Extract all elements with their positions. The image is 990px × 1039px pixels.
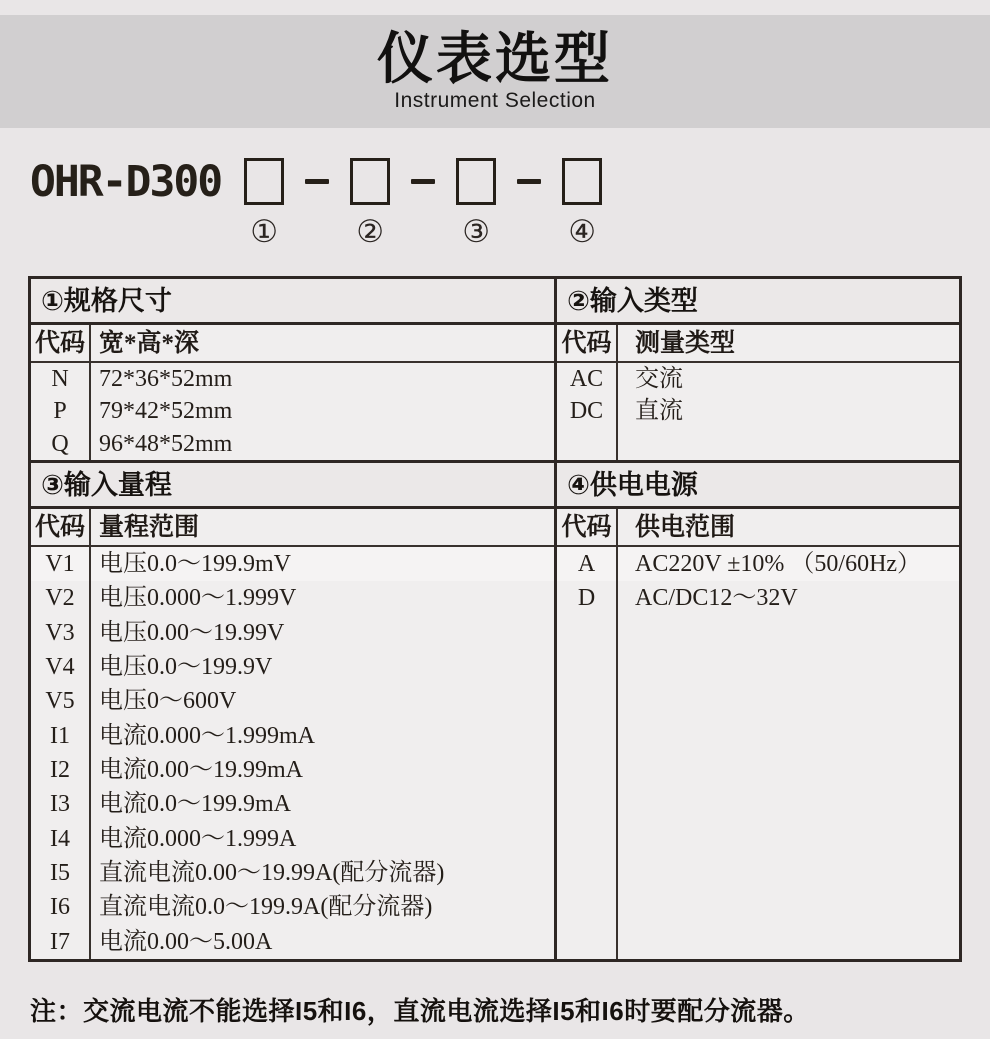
- model-slot-1: [244, 158, 284, 248]
- row-code: I1: [50, 722, 70, 749]
- model-slot-3: [456, 158, 496, 248]
- section-input-type-data: [557, 363, 959, 463]
- model-code-line: [30, 158, 602, 248]
- selection-table: [28, 276, 962, 962]
- row-desc: 96*48*52mm: [99, 430, 233, 457]
- row-desc: AC220V ±10% （50/60Hz）: [635, 551, 922, 577]
- model-slot-2: [350, 158, 390, 248]
- row-code: V5: [45, 688, 75, 715]
- row-code: Q: [51, 430, 69, 457]
- code-column: [557, 363, 618, 460]
- model-slot-number-1: ①: [250, 214, 278, 250]
- row-desc: 电压0～600V: [99, 688, 237, 715]
- row-code: D: [577, 585, 596, 612]
- desc-column: [91, 363, 554, 460]
- section-power-data: [557, 547, 959, 959]
- row-desc: 交流: [635, 366, 683, 392]
- code-column: [557, 547, 618, 959]
- footnote: 注：交流电流不能选择I5和I6，直流电流选择I5和I6时要配分流器。: [30, 996, 810, 1026]
- row-code: I2: [50, 756, 70, 783]
- row-code: V1: [45, 551, 75, 577]
- row-code: I7: [50, 928, 70, 955]
- model-slot-number-3: ③: [462, 214, 490, 250]
- column-header-row: [557, 509, 959, 547]
- page-title: 仪表选型: [377, 26, 613, 90]
- row-desc: 79*42*52mm: [99, 398, 233, 425]
- column-header-desc: 测量类型: [635, 330, 736, 357]
- row-code: I5: [50, 859, 70, 886]
- section-title-power: ④供电电源: [557, 463, 959, 509]
- row-desc: 电流0.000～1.999A: [99, 825, 297, 852]
- row-code: DC: [569, 398, 604, 425]
- code-column: [31, 547, 91, 959]
- column-header-desc: 供电范围: [635, 514, 736, 541]
- row-desc: 电流0.00～19.99mA: [99, 756, 303, 783]
- model-slot-box-1: [244, 158, 284, 205]
- desc-column: [91, 547, 554, 959]
- page-subtitle: Instrument Selection: [394, 89, 596, 113]
- model-slot-number-2: ②: [356, 214, 384, 250]
- column-header-code: 代码: [31, 325, 91, 361]
- model-slot-box-2: [350, 158, 390, 205]
- row-desc: 直流电流0.00～19.99A(配分流器): [99, 859, 445, 886]
- table-left-half: [31, 279, 554, 959]
- row-code: N: [51, 366, 69, 392]
- row-desc: 电压0.0～199.9V: [99, 653, 273, 680]
- row-desc: 电压0.000～1.999V: [99, 585, 297, 612]
- row-code: V2: [45, 585, 75, 612]
- dash-separator-2: [411, 179, 435, 184]
- model-slot-box-4: [562, 158, 602, 205]
- section-size-data: [31, 363, 554, 463]
- table-right-half: [554, 279, 959, 959]
- row-code: V3: [45, 619, 75, 646]
- row-desc: AC/DC12～32V: [635, 585, 798, 612]
- dash-separator-1: [305, 179, 329, 184]
- column-header-code: 代码: [557, 325, 618, 361]
- desc-column: [618, 363, 959, 460]
- row-desc: 电压0.00～19.99V: [99, 619, 285, 646]
- model-slot-4: [562, 158, 602, 248]
- row-code: A: [577, 551, 596, 577]
- row-code: I6: [50, 894, 70, 921]
- section-title-input-type: ②输入类型: [557, 279, 959, 325]
- column-header-desc: 量程范围: [99, 514, 200, 541]
- page-banner: [0, 15, 990, 128]
- row-code: P: [53, 398, 67, 425]
- row-desc: 直流电流0.0～199.9A(配分流器): [99, 894, 433, 921]
- desc-column: [618, 547, 959, 959]
- row-code: V4: [45, 653, 75, 680]
- row-desc: 电流0.000～1.999mA: [99, 722, 315, 749]
- row-desc: 电流0.0～199.9mA: [99, 791, 291, 818]
- column-header-code: 代码: [31, 509, 91, 545]
- row-code: I3: [50, 791, 70, 818]
- column-header-row: [557, 325, 959, 363]
- column-header-desc: 宽*高*深: [99, 330, 200, 357]
- section-range-data: [31, 547, 554, 959]
- model-prefix: OHR-D300: [30, 157, 222, 207]
- model-slot-number-4: ④: [568, 214, 596, 250]
- row-desc: 电流0.00～5.00A: [99, 928, 273, 955]
- model-slot-box-3: [456, 158, 496, 205]
- column-header-row: [31, 325, 554, 363]
- code-column: [31, 363, 91, 460]
- dash-separator-3: [517, 179, 541, 184]
- section-title-range: ③输入量程: [31, 463, 554, 509]
- row-desc: 72*36*52mm: [99, 366, 233, 392]
- section-title-size: ①规格尺寸: [31, 279, 554, 325]
- row-desc: 电压0.0～199.9mV: [99, 551, 291, 577]
- row-code: AC: [569, 366, 604, 392]
- row-desc: 直流: [635, 398, 683, 425]
- column-header-code: 代码: [557, 509, 618, 545]
- column-header-row: [31, 509, 554, 547]
- row-code: I4: [50, 825, 70, 852]
